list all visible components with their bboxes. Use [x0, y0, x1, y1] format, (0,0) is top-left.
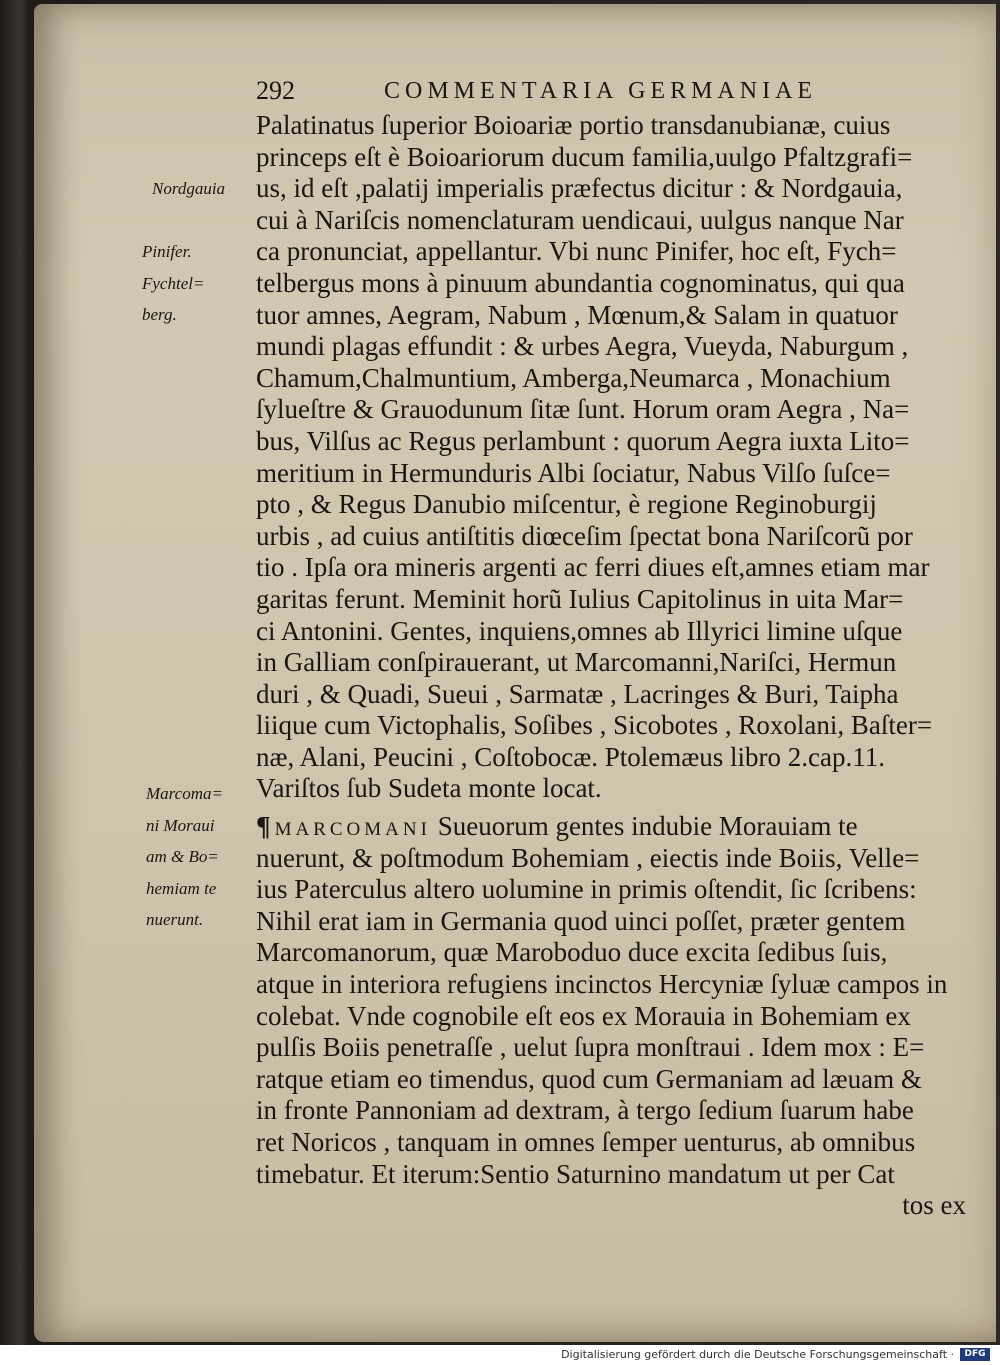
- text-line: garitas ferunt. Meminit horũ Iulius Capitolinus in uita Mar=: [256, 583, 904, 614]
- text-line: in fronte Pannoniam ad dextram, à tergo ſedium ſuarum habe: [256, 1095, 914, 1126]
- dfg-logo: DFG: [960, 1348, 990, 1361]
- margin-note-line: Pinifer.: [142, 242, 192, 261]
- margin-note-line: Nordgauia: [152, 179, 226, 198]
- margin-note-line: hemiam te: [146, 878, 217, 898]
- text-line: princeps eſt è Boioariorum ducum familia,uulgo Pfaltzgrafi=: [256, 141, 913, 172]
- page-header: [256, 76, 876, 110]
- margin-note-line: ni Moraui: [146, 815, 215, 835]
- text-line: ius Paterculus altero uolumine in primis oſtendit, ſic ſcribens:: [256, 874, 917, 905]
- text-line: bus, Vilſus ac Regus perlambunt : quorum Aegra iuxta Lito=: [256, 425, 910, 456]
- text-line: meritium in Hermunduris Albi ſociatur, Nabus Vilſo ſuſce=: [256, 457, 891, 488]
- text-line: ratque etiam eo timendus, quod cum Germaniam ad læuam &: [256, 1063, 922, 1094]
- text-line: næ, Alani, Peucini , Coſtobocæ. Ptolemæus libro 2.cap.11.: [256, 741, 885, 772]
- margin-note-line: Marcoma=: [146, 784, 223, 803]
- running-head: COMMENTARIA GERMANIAE: [384, 78, 818, 104]
- pilcrow-mark: ¶: [256, 811, 271, 842]
- margin-note-pinifer: [142, 236, 204, 331]
- book-page: [34, 4, 996, 1342]
- body-text: [256, 110, 976, 1222]
- margin-note-line: nuerunt.: [146, 910, 204, 930]
- text-line: Variſtos ſub Sudeta monte locat.: [256, 773, 602, 804]
- text-line: duri , & Quadi, Sueui , Sarmatæ , Lacringes & Buri, Taipha: [256, 678, 899, 709]
- text-line: mundi plagas effundit : & urbes Aegra, Vueyda, Naburgum ,: [256, 331, 909, 362]
- digitization-footer: [0, 1345, 1000, 1365]
- digitization-credit: Digitalisierung gefördert durch die Deutsche Forschungsgemeinschaft ·: [561, 1348, 954, 1361]
- text-line: atque in interiora refugiens incinctos Hercyniæ ſyluæ campos in: [256, 969, 948, 1000]
- margin-note-nordgauia: [152, 173, 225, 205]
- text-line: ca pronunciat, appellantur. Vbi nunc Pinifer, hoc eſt, Fych=: [256, 236, 897, 267]
- text-line: pulſis Boiis penetraſſe , uelut ſupra monſtraui . Idem mox : E=: [256, 1032, 925, 1063]
- lead-line-rest: Sueuorum gentes indubie Morauiam te: [430, 811, 858, 842]
- text-line: ci Antonini. Gentes, inquiens,omnes ab Illyrici limine uſque: [256, 615, 903, 646]
- lead-word: MARCOMANI: [274, 819, 431, 841]
- text-line: pto , & Regus Danubio miſcentur, è regione Reginoburgij: [256, 489, 877, 520]
- catchword: tos ex: [902, 1190, 966, 1221]
- text-line: ret Noricos , tanquam in omnes ſemper uenturus, ab omnibus: [256, 1127, 916, 1157]
- text-line: Chamum,Chalmuntium, Amberga,Neumarca , Monachium: [256, 362, 891, 393]
- margin-note-marcomani: [146, 778, 223, 936]
- margin-note-line: berg.: [142, 305, 177, 325]
- margin-note-line: am & Bo=: [146, 847, 219, 867]
- text-line: timebatur. Et iterum:Sentio Saturnino mandatum ut per Cat: [256, 1158, 895, 1189]
- text-line: telbergus mons à pinuum abundantia cognominatus, qui qua: [256, 267, 905, 298]
- text-line: tio . Ipſa ora mineris argenti ac ferri diues eſt,amnes etiam mar: [256, 552, 930, 583]
- margin-note-line: Fychtel=: [142, 273, 205, 293]
- text-line: Palatinatus ſuperior Boioariæ portio transdanubianæ, cuius: [256, 110, 891, 140]
- page-number: 292: [256, 76, 295, 105]
- text-line: colebat. Vnde cognobile eſt eos ex Morauia in Bohemiam ex: [256, 1000, 911, 1031]
- text-line: liique cum Victophalis, Soſibes , Sicobotes , Roxolani, Baſter=: [256, 710, 933, 741]
- paragraph-lead-line: [256, 811, 976, 843]
- text-line: us, id eſt ,palatij imperialis præfectus dicitur : & Nordgauia,: [256, 173, 903, 204]
- text-line: tuor amnes, Aegram, Nabum , Mœnum,& Salam in quatuor: [256, 299, 898, 330]
- text-line: in Galliam conſpirauerant, ut Marcomanni,Nariſci, Hermun: [256, 647, 897, 678]
- text-line: ſylueſtre & Grauodunum ſitæ ſunt. Horum oram Aegra , Na=: [256, 394, 910, 425]
- text-line: nuerunt, & poſtmodum Bohemiam , eiectis inde Boiis, Velle=: [256, 842, 920, 873]
- text-line: cui à Nariſcis nomenclaturam uendicaui, uulgus nanque Nar: [256, 204, 904, 235]
- text-line: Nihil erat iam in Germania quod uinci poſſet, præter gentem: [256, 905, 906, 936]
- text-line: Marcomanorum, quæ Maroboduo duce excita ſedibus ſuis,: [256, 937, 888, 968]
- text-line: urbis , ad cuius antiſtitis diœceſim ſpectat bona Nariſcorũ por: [256, 520, 913, 551]
